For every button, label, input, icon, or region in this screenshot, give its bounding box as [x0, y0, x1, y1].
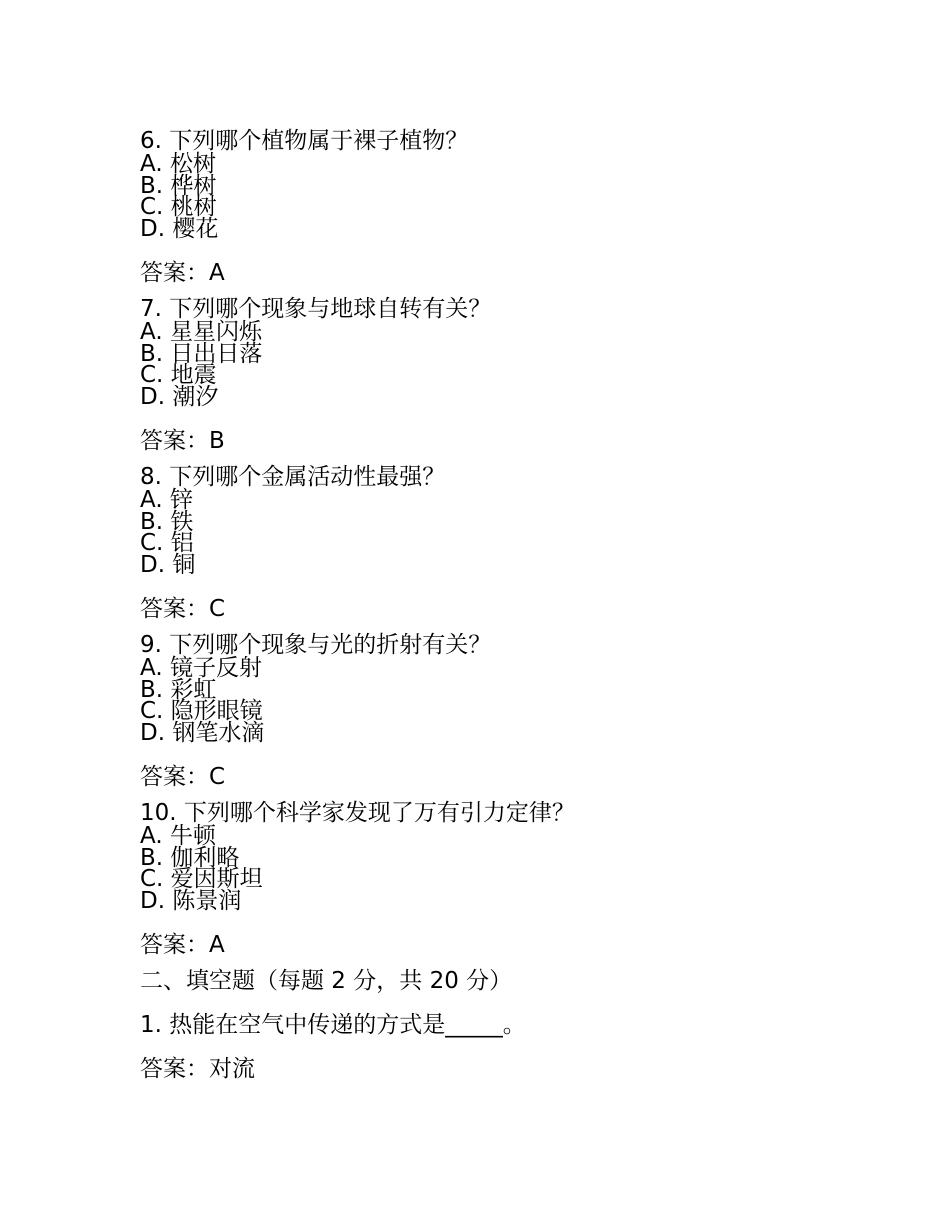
question-6	[140, 128, 840, 286]
answer-line: 答案：C	[140, 764, 226, 790]
option-a: A. 镜子反射	[140, 655, 262, 681]
answer-line: 答案：A	[140, 260, 225, 286]
option-c: C. 爱因斯坦	[140, 866, 263, 892]
question-title: 7. 下列哪个现象与地球自转有关？	[140, 296, 492, 322]
option-c: C. 地震	[140, 362, 217, 388]
option-d: D. 樱花	[140, 215, 219, 242]
option-list	[140, 151, 840, 242]
option-list	[140, 655, 840, 746]
answer-line: 答案：A	[140, 932, 225, 958]
option-a: A. 松树	[140, 151, 216, 177]
question-8	[140, 464, 840, 622]
option-a: A. 锌	[140, 487, 193, 513]
option-list	[140, 823, 840, 914]
option-b: B. 彩虹	[140, 676, 217, 703]
question-9	[140, 632, 840, 790]
option-c: C. 隐形眼镜	[140, 698, 263, 724]
option-d: D. 陈景润	[140, 887, 242, 914]
question-title: 9. 下列哪个现象与光的折射有关？	[140, 632, 492, 658]
fill-in-question: 1. 热能在空气中传递的方式是_____。	[140, 1012, 526, 1038]
option-a: A. 星星闪烁	[140, 319, 262, 345]
answer-line: 答案：C	[140, 596, 226, 622]
question-title: 6. 下列哪个植物属于裸子植物？	[140, 128, 469, 154]
question-7	[140, 296, 840, 454]
option-d: D. 钢笔水滴	[140, 719, 265, 746]
option-b: B. 日出日落	[140, 340, 263, 367]
option-a: A. 牛顿	[140, 823, 216, 849]
option-c: C. 桃树	[140, 194, 217, 220]
answer-line: 答案：B	[140, 428, 225, 454]
option-d: D. 铜	[140, 551, 196, 578]
option-b: B. 伽利略	[140, 844, 240, 871]
option-list	[140, 319, 840, 410]
answer-line: 答案：对流	[140, 1056, 255, 1082]
option-b: B. 桦树	[140, 172, 217, 199]
option-c: C. 铝	[140, 530, 194, 556]
section-heading: 二、填空题（每题 2 分，共 20 分）	[140, 968, 513, 994]
question-10	[140, 800, 840, 958]
option-d: D. 潮汐	[140, 383, 219, 410]
question-title: 8. 下列哪个金属活动性最强？	[140, 464, 446, 490]
option-list	[140, 487, 840, 578]
question-title: 10. 下列哪个科学家发现了万有引力定律？	[140, 800, 575, 826]
option-b: B. 铁	[140, 508, 194, 535]
document-page	[140, 128, 840, 1082]
